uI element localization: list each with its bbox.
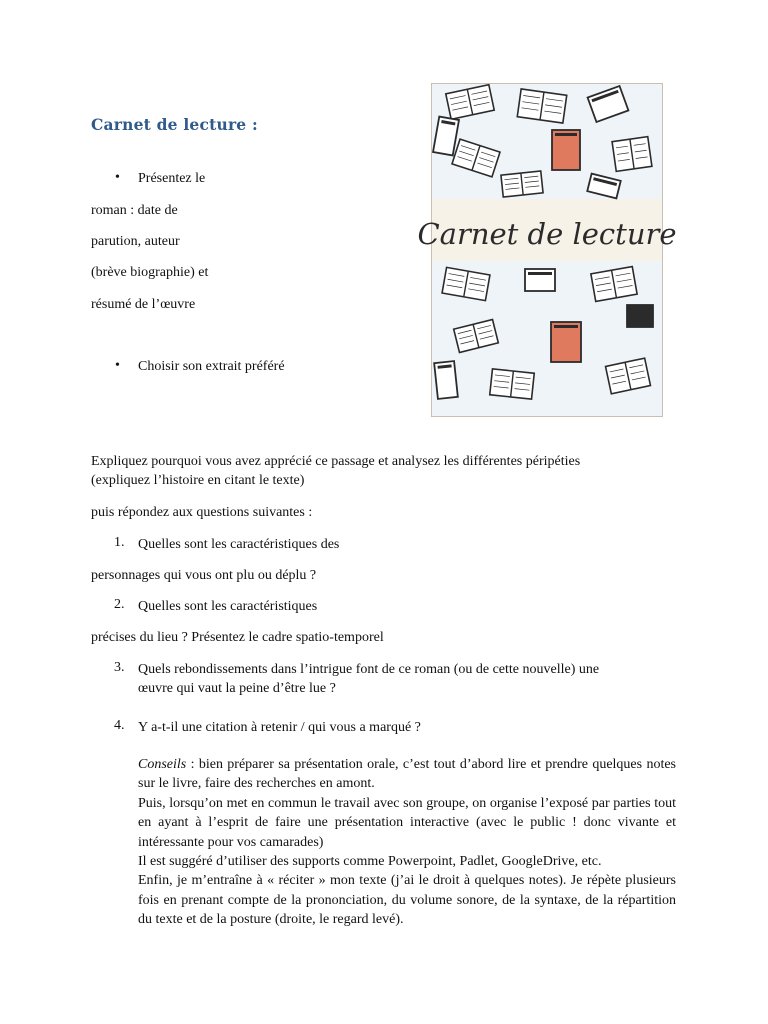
advice-paragraph: Il est suggéré d’utiliser des supports comme Powerpoint, Padlet, GoogleDrive, etc. xyxy=(138,854,602,870)
question-number: 1. xyxy=(114,535,125,550)
bullet-marker: • xyxy=(115,358,120,373)
bullet-text: résumé de l’œuvre xyxy=(91,297,196,312)
open-book-icon xyxy=(490,369,534,399)
advice-section xyxy=(138,755,676,930)
instruction-line: puis répondez aux questions suivantes : xyxy=(91,505,313,520)
cover-illustration xyxy=(417,84,677,416)
question-text: précises du lieu ? Présentez le cadre spatio-temporel xyxy=(91,630,384,645)
bullet-text: Choisir son extrait préféré xyxy=(138,359,285,374)
closed-book-icon xyxy=(434,361,458,399)
advice-text: : bien préparer sa présentation orale, c’est tout d’abord lire et prendre quelques notes sur le livre, faire des recherches en amont. xyxy=(138,757,676,792)
bullet-text: (brève biographie) et xyxy=(91,265,209,280)
bullet-text: roman : date de xyxy=(91,203,178,218)
intro-line: Expliquez pourquoi vous avez apprécié ce passage et analysez les différentes péripéties xyxy=(91,454,581,469)
question-number: 2. xyxy=(114,597,125,612)
intro-line: (expliquez l’histoire en citant le texte) xyxy=(91,473,305,488)
question-text: Y a-t-il une citation à retenir / qui vous a marqué ? xyxy=(138,720,421,735)
closed-book-icon xyxy=(552,130,580,170)
question-number: 4. xyxy=(114,718,125,733)
closed-book-icon xyxy=(551,322,581,362)
closed-book-icon xyxy=(627,305,653,327)
book-cover-image xyxy=(417,83,677,417)
question-text: personnages qui vous ont plu ou déplu ? xyxy=(91,568,317,583)
question-text: Quelles sont les caractéristiques xyxy=(138,599,318,614)
advice-paragraph: Puis, lorsqu’on met en commun le travail avec son groupe, on organise l’exposé par parties tout en ayant à l’esprit de faire une présentation interactive (avec le public ! donc vivante et intéressante pour vos camarades) xyxy=(138,795,676,850)
question-text: Quels rebondissements dans l’intrigue font de ce roman (ou de cette nouvelle) une xyxy=(138,662,600,677)
advice-label: Conseils xyxy=(138,757,187,772)
advice-paragraph xyxy=(138,755,676,794)
question-text: œuvre qui vaut la peine d’être lue ? xyxy=(138,681,336,696)
open-book-icon xyxy=(612,137,652,172)
closed-book-icon xyxy=(525,269,555,291)
question-number: 3. xyxy=(114,660,125,675)
advice-paragraph: Enfin, je m’entraîne à « réciter » mon texte (j’ai le droit à quelques notes). Je répète plusieurs fois en prenant compte de la prononciation, du volume sonore, de la syntaxe, de la répartition du texte et de la posture (droite, le regard levé). xyxy=(138,873,676,928)
bullet-text: parution, auteur xyxy=(91,234,180,249)
open-book-icon xyxy=(517,89,566,123)
cover-title-text: Carnet de lecture xyxy=(417,217,677,251)
page-title: Carnet de lecture : xyxy=(91,115,258,134)
bullet-marker: • xyxy=(115,170,120,185)
open-book-icon xyxy=(501,171,543,197)
bullet-text: Présentez le xyxy=(138,171,206,186)
question-text: Quelles sont les caractéristiques des xyxy=(138,537,340,552)
